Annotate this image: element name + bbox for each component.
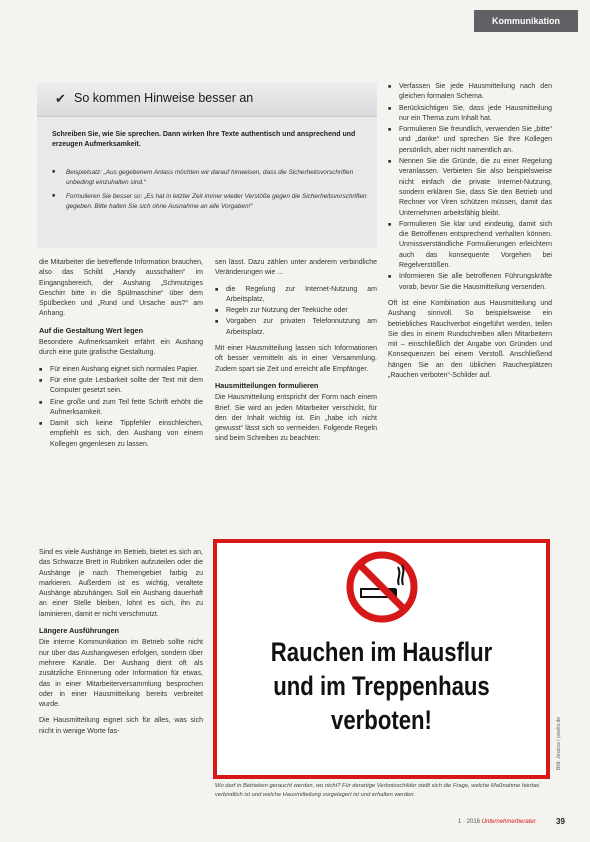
sign-line: verboten! bbox=[331, 705, 432, 735]
footer bbox=[458, 819, 536, 825]
checkmark-icon: ✔ bbox=[55, 91, 66, 106]
list-item: ■ Für einen Aushang eignet sich normales Papier. bbox=[39, 365, 203, 375]
tip-box-title: So kommen Hinweise besser an bbox=[74, 91, 254, 105]
paragraph: Sind es viele Aushänge im Betrieb, bietet es sich an, das Schwarze Brett in Rubriken aufzuteilen oder die Aushänge je nach Themengebiet farbig zu markieren. Außerdem ist es wichtig, veraltete Aushänge abzuhängen. Soll ein Aushang dauerhaft an einer Stelle bleiben, lohnt es sich, ihn zu laminieren, damit er nicht verschmutzt. bbox=[39, 549, 203, 618]
list-item: ■ Informieren Sie alle betroffenen Führungskräfte vorab, bevor Sie die Hausmitteilung versenden. bbox=[388, 272, 552, 293]
tip-box-header bbox=[37, 82, 377, 117]
list-item: ■ Nennen Sie die Gründe, die zu einer Regelung veranlassen. Verbieten Sie also beispielsweise nicht einfach die private Internet-Nutzung, sondern erklären Sie, dass Sie den Betrieb und Rechner vor Viren schützen müssen, damit das Unternehmen arbeitsfähig bleibt. bbox=[388, 157, 552, 219]
list-item: ■ Eine große und zum Teil fette Schrift erhöht die Aufmerksamkeit. bbox=[39, 398, 203, 419]
paragraph: Mit einer Hausmitteilung lassen sich Informationen oft besser vermitteln als in einer Versammlung. Zudem spart sie Zeit und erreicht alle Empfänger. bbox=[215, 345, 377, 373]
bullet-list bbox=[215, 285, 377, 338]
section-tab: Kommunikation bbox=[474, 10, 578, 32]
paragraph: sen lässt. Dazu zählen unter anderem verbindliche Veränderungen wie ... bbox=[215, 259, 377, 277]
list-item: ■ die Regelung zur Internet-Nutzung am Arbeitsplatz, bbox=[215, 285, 377, 306]
bullet-list bbox=[39, 365, 203, 450]
list-item: ■ Vorgaben zur privaten Telefonnutzung am Arbeitsplatz. bbox=[215, 317, 377, 338]
tip-box bbox=[37, 82, 377, 248]
list-item: ■ Regeln zur Nutzung der Teeküche oder bbox=[215, 306, 377, 316]
subheading: Längere Ausführungen bbox=[39, 626, 119, 636]
magazine-name: Unternehmerberater bbox=[481, 819, 536, 825]
paragraph: Oft ist eine Kombination aus Hausmitteilung und Aushang sinnvoll. So beispielsweise ein betriebliches Rauchverbot eingeführt werden, teilen Sie dies in einem Rundschreiben allen Mitarbeitern mit – einschließlich der Angabe von Gründen und Konsequenzen bei einem Verstoß. Anschließend hängen Sie an den üblichen Raucherplätzen „Rauchen verboten“-Schilder auf. bbox=[388, 299, 552, 380]
column-right bbox=[388, 82, 552, 387]
list-item: ■ Für eine gute Lesbarkeit sollte der Text mit dem Computer gesetzt sein. bbox=[39, 376, 203, 397]
list-item: ■ Damit sich keine Tippfehler einschleichen, empfiehlt es sich, den Aushang von einem Kollegen gegenlesen zu lassen. bbox=[39, 419, 203, 450]
sign-text bbox=[247, 635, 517, 737]
paragraph: Die Hausmitteilung eignet sich für alles, was sich nicht in wenige Worte fas- bbox=[39, 717, 203, 735]
paragraph: Die interne Kommunikation im Betrieb sollte nicht nur über das Aushangwesen erfolgen, sondern über mehrere Kanäle. Der Aushang dient oft als zusätzliche Erinnerung oder Information für etwas, das in einer Mitarbeiterversammlung besprochen oder in einer Hausmitteilung bereits verbreitet wurde. bbox=[39, 639, 203, 709]
page-number: 39 bbox=[556, 817, 565, 826]
sign-line: und im Treppenhaus bbox=[273, 671, 490, 701]
tip-box-list bbox=[52, 168, 370, 216]
list-item: ■ Formulieren Sie klar und eindeutig, damit sich die Betroffenen entsprechend verhalten können. Unmissverständliche Formulierungen erleichtern auch das konsequente Vorgehen bei Regelverstößen. bbox=[388, 220, 552, 271]
column-left-top bbox=[39, 258, 203, 456]
no-smoking-sign bbox=[213, 539, 550, 779]
list-item: ■ Formulieren Sie freundlich, verwenden Sie „bitte“ und „danke“ und sprechen Sie Ihre Kollegen persönlich, aber nicht namentlich an. bbox=[388, 125, 552, 156]
issue-label: 1 · 2016 bbox=[458, 819, 481, 825]
paragraph: die Mitarbeiter die betreffende Information brauchen, also das Schild „Handy ausschalten“ im Eingangsbereich, der Aushang „Schmutziges Geschirr bitte in die Spülmaschine“ über dem Spülbecken und „Rund und Ursache aus?“ am Anhang. bbox=[39, 259, 203, 318]
column-left-bottom bbox=[39, 548, 203, 743]
list-item: ■ Berücksichtigen Sie, dass jede Hausmitteilung nur ein Thema zum Inhalt hat. bbox=[388, 104, 552, 125]
image-caption: Wo darf in Betrieben geraucht werden, wo nicht? Für derartige Verbotsschilder stellt sich die Frage, welche Maßnahme hierbei verbindlich ist und welche Hausmitteilung vorgelagert ist und erhalten werden. bbox=[215, 783, 540, 798]
list-item: ■ Verfassen Sie jede Hausmitteilung nach den gleichen formalen Schema. bbox=[388, 82, 552, 103]
photo-credit: Bild: Jessica / pixelio.de bbox=[556, 716, 562, 770]
tip-item: ■ Formulieren Sie besser so: „Es hat in letzter Zeit immer wieder Verstöße gegen die Sicherheitsvorschriften gegeben. Bitte halten Sie sich ohne Ausnahme an alle Vorgaben!“ bbox=[52, 192, 370, 211]
sign-line: Rauchen im Hausflur bbox=[270, 637, 493, 667]
paragraph: Besondere Aufmerksamkeit erfährt ein Aushang durch eine gute grafische Gestaltung. bbox=[39, 339, 203, 357]
tip-box-intro: Schreiben Sie, wie Sie sprechen. Dann wirken Ihre Texte authentisch und ansprechend und erzeugen Aufmerksamkeit. bbox=[52, 131, 356, 148]
column-middle bbox=[215, 258, 377, 451]
subheading: Auf die Gestaltung Wert legen bbox=[39, 325, 144, 335]
tip-item: ■ Beispielsatz: „Aus gegebenem Anlass möchten wir darauf hinweisen, dass die Sicherheitsvorschriften unbedingt einzuhalten sind.“ bbox=[52, 168, 370, 187]
paragraph: Die Hausmitteilung entspricht der Form nach einem Brief. Sie wird an jeden Mitarbeiter verschickt, für den der Inhalt wichtig ist. Ein „habe ich nicht gewusst“ lässt sich so vermeiden. Folgende Regeln sind beim Schreiben zu beachten: bbox=[215, 394, 377, 443]
no-smoking-icon bbox=[346, 551, 418, 623]
bullet-list bbox=[388, 82, 552, 293]
subheading: Hausmitteilungen formulieren bbox=[215, 380, 319, 390]
